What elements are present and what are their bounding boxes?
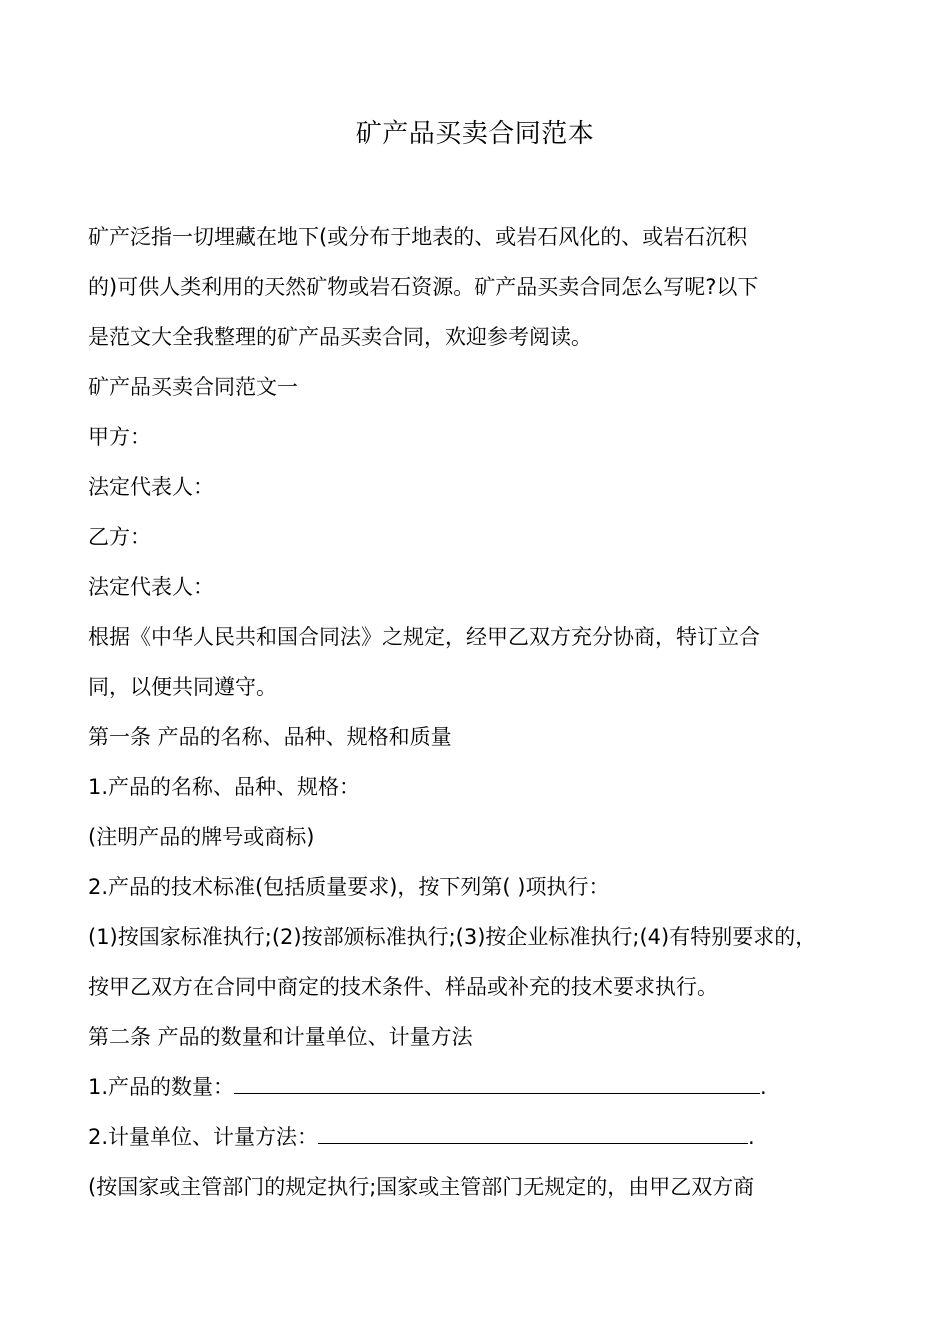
paragraph-line: (按国家或主管部门的规定执行;国家或主管部门无规定的，由甲乙双方商: [88, 1175, 755, 1199]
unit-label: 2.计量单位、计量方法：: [88, 1125, 319, 1149]
quantity-end-mark: .: [760, 1075, 767, 1099]
paragraph-line: 根据《中华人民共和国合同法》之规定，经甲乙双方充分协商，特订立合: [88, 625, 760, 649]
paragraph-line: 同，以便共同遵守。: [88, 675, 277, 699]
section-heading: 矿产品买卖合同范文一: [88, 375, 298, 399]
paragraph-line: 是范文大全我整理的矿产品买卖合同，欢迎参考阅读。: [88, 325, 592, 349]
quantity-label: 1.产品的数量：: [88, 1075, 235, 1099]
legal-rep-label: 法定代表人：: [88, 575, 214, 599]
clause-line: 1.产品的名称、品种、规格：: [88, 775, 361, 799]
unit-blank-line: [318, 1123, 748, 1144]
clause-line: 按甲乙双方在合同中商定的技术条件、样品或补充的技术要求执行。: [88, 975, 718, 999]
paragraph-line: 矿产泛指一切埋藏在地下(或分布于地表的、或岩石风化的、或岩石沉积: [88, 225, 748, 249]
article-heading: 第二条 产品的数量和计量单位、计量方法: [88, 1025, 473, 1049]
document-title: 矿产品买卖合同范本: [355, 119, 595, 149]
clause-line: (1)按国家标准执行;(2)按部颁标准执行;(3)按企业标准执行;(4)有特别要求的，: [88, 925, 817, 949]
legal-rep-label: 法定代表人：: [88, 475, 214, 499]
unit-end-mark: .: [748, 1125, 755, 1149]
clause-line: (注明产品的牌号或商标): [88, 825, 315, 849]
quantity-line: [88, 1062, 878, 1112]
quantity-blank-line: [234, 1073, 760, 1094]
party-b-label: 乙方：: [88, 525, 151, 549]
unit-line: [88, 1112, 878, 1162]
document-body: [88, 212, 878, 1212]
article-heading: 第一条 产品的名称、品种、规格和质量: [88, 725, 452, 749]
paragraph-line: 的)可供人类利用的天然矿物或岩石资源。矿产品买卖合同怎么写呢?以下: [88, 275, 759, 299]
party-a-label: 甲方：: [88, 425, 151, 449]
clause-line: 2.产品的技术标准(包括质量要求)，按下列第( )项执行：: [88, 875, 610, 899]
